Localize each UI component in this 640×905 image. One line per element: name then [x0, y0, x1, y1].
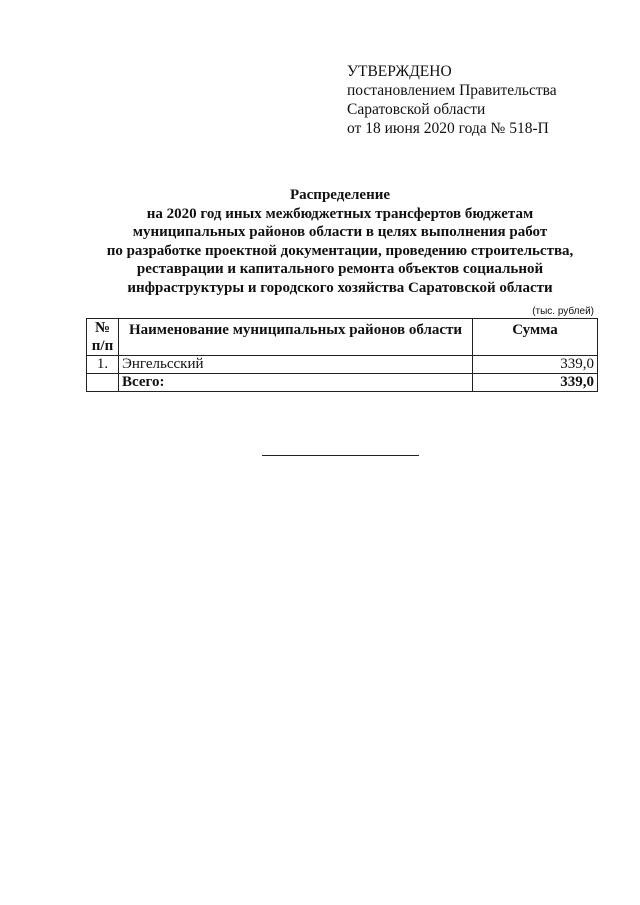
row-num-cell: 1. [87, 356, 119, 374]
table-row [87, 356, 598, 374]
approval-heading: УТВЕРЖДЕНО [347, 63, 452, 80]
header-sum [473, 319, 598, 356]
header-name [119, 319, 473, 356]
header-num [87, 319, 119, 356]
approval-line: постановлением Правительства [347, 82, 557, 99]
row-name-cell: Энгельсский [119, 356, 473, 374]
approval-stamp [347, 62, 557, 138]
title-line: Распределение [289, 187, 391, 203]
total-num-cell [87, 374, 119, 392]
title-line: реставрации и капитального ремонта объектов социальной [136, 261, 544, 277]
header-sum-text: Сумма [512, 322, 558, 338]
title-line: на 2020 год иных межбюджетных трансфертов бюджетам [146, 205, 534, 222]
closing-divider [262, 455, 419, 456]
approval-date-line: от 18 июня 2020 года № 518-П [347, 120, 549, 137]
units-note: (тыс. рублей) [532, 306, 594, 317]
document-title [60, 186, 620, 297]
total-row [87, 374, 598, 392]
distribution-table [86, 318, 598, 392]
title-line: инфраструктуры и городского хозяйства Саратовской области [127, 279, 553, 296]
title-line: муниципальных районов области в целях выполнения работ [132, 224, 548, 240]
header-num-symbol: № [94, 320, 111, 336]
total-label-cell: Всего: [119, 374, 473, 392]
header-name-text: Наименование муниципальных районов области [128, 322, 463, 338]
row-sum-cell: 339,0 [473, 356, 598, 374]
header-num-abbr: п/п [91, 338, 114, 354]
total-sum-cell: 339,0 [473, 374, 598, 392]
title-line: по разработке проектной документации, проведению строительства, [106, 242, 574, 259]
approval-line: Саратовской области [347, 101, 486, 118]
table-header-row [87, 319, 598, 356]
